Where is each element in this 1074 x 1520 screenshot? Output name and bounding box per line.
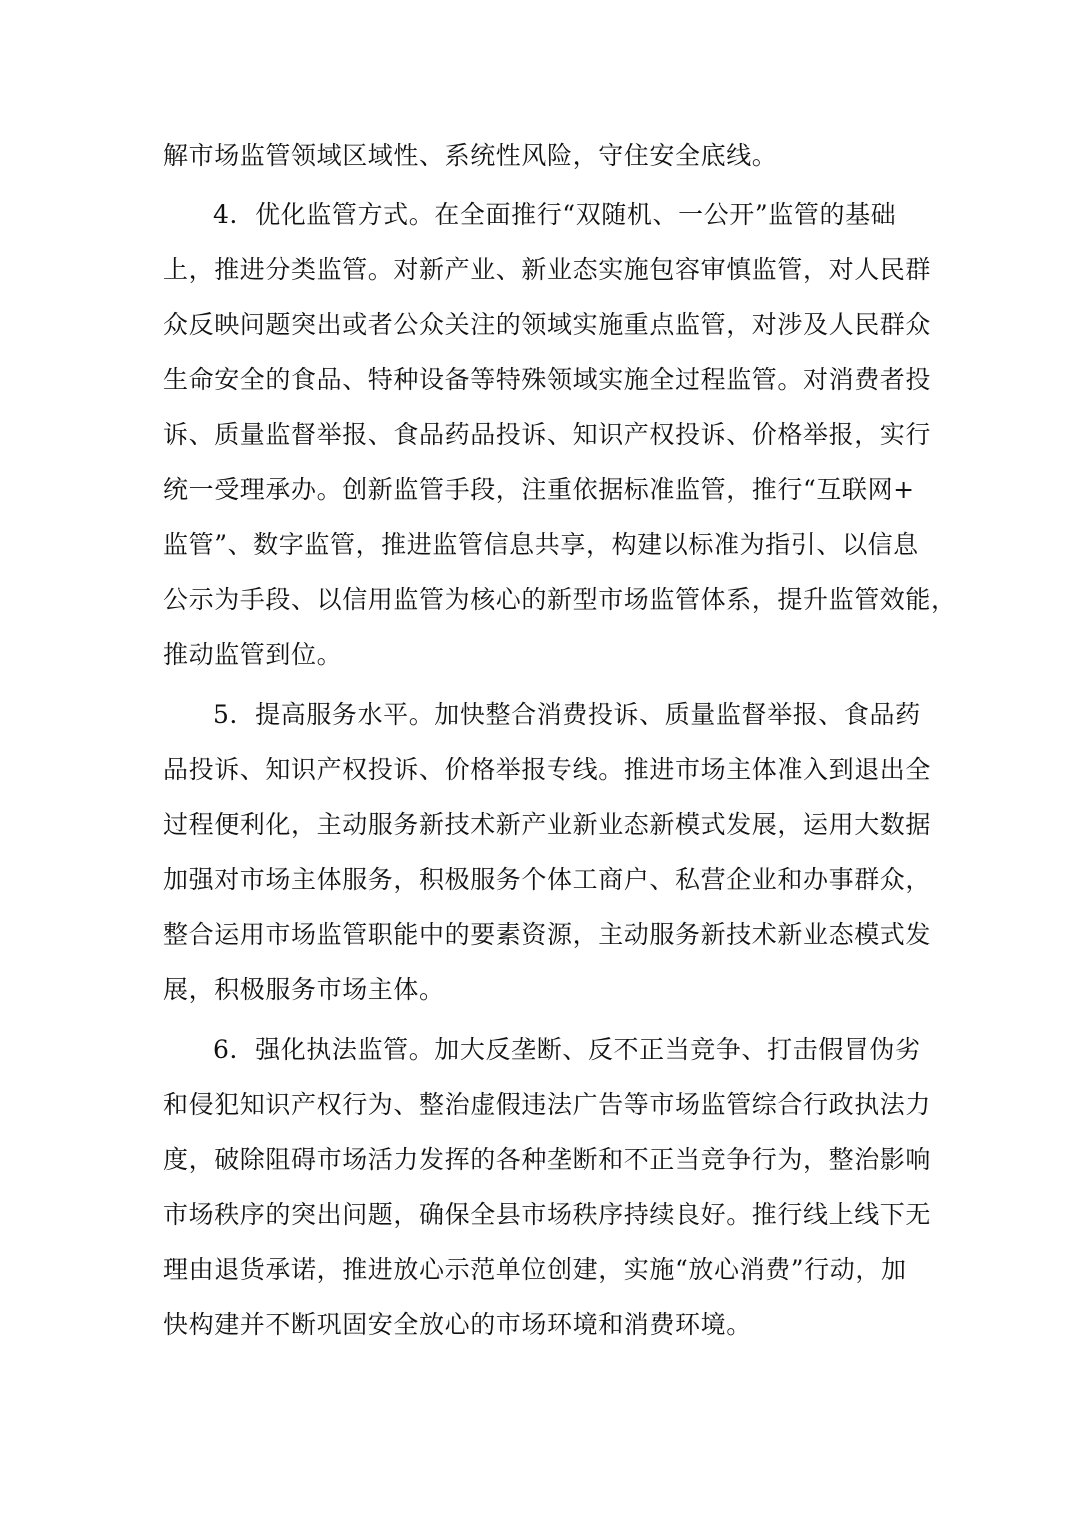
text-line: 度，破除阻碍市场活力发挥的各种垄断和不正当竞争行为，整治影响: [163, 1145, 932, 1174]
text-line: 整合运用市场监管职能中的要素资源，主动服务新技术新业态模式发: [163, 920, 932, 949]
text-line: 诉、质量监督举报、食品药品投诉、知识产权投诉、价格举报，实行: [163, 420, 932, 449]
text-line: 生命安全的食品、特种设备等特殊领域实施全过程监管。对消费者投: [163, 365, 932, 394]
text-line: 品投诉、知识产权投诉、价格举报专线。推进市场主体准入到退出全: [163, 755, 932, 784]
text-line: 快构建并不断巩固安全放心的市场环境和消费环境。: [163, 1310, 752, 1339]
text-line: 展，积极服务市场主体。: [163, 975, 445, 1004]
text-line: 加强对市场主体服务，积极服务个体工商户、私营企业和办事群众，: [163, 865, 932, 894]
text-line: 过程便利化，主动服务新技术新产业新业态新模式发展，运用大数据: [163, 810, 932, 839]
text-line: 公示为手段、以信用监管为核心的新型市场监管体系，提升监管效能，: [163, 585, 957, 614]
text-line: 众反映问题突出或者公众关注的领域实施重点监管，对涉及人民群众: [163, 310, 932, 339]
text-line: 5．提高服务水平。加快整合消费投诉、质量监督举报、食品药: [213, 700, 921, 729]
text-line: 推动监管到位。: [163, 640, 343, 669]
text-line: 解市场监管领域区域性、系统性风险，守住安全底线。: [163, 141, 778, 170]
text-line: 统一受理承办。创新监管手段，注重依据标准监管，推行“互联网+: [163, 475, 915, 504]
text-line: 6．强化执法监管。加大反垄断、反不正当竞争、打击假冒伪劣: [213, 1035, 921, 1064]
text-line: 监管”、数字监管，推进监管信息共享，构建以标准为指引、以信息: [163, 530, 919, 559]
text-line: 4．优化监管方式。在全面推行“双随机、一公开”监管的基础: [213, 200, 897, 229]
text-line: 上，推进分类监管。对新产业、新业态实施包容审慎监管，对人民群: [163, 255, 932, 284]
text-line: 理由退货承诺，推进放心示范单位创建，实施“放心消费”行动，加: [163, 1255, 907, 1284]
text-line: 市场秩序的突出问题，确保全县市场秩序持续良好。推行线上线下无: [163, 1200, 932, 1229]
text-line: 和侵犯知识产权行为、整治虚假违法广告等市场监管综合行政执法力: [163, 1090, 932, 1119]
